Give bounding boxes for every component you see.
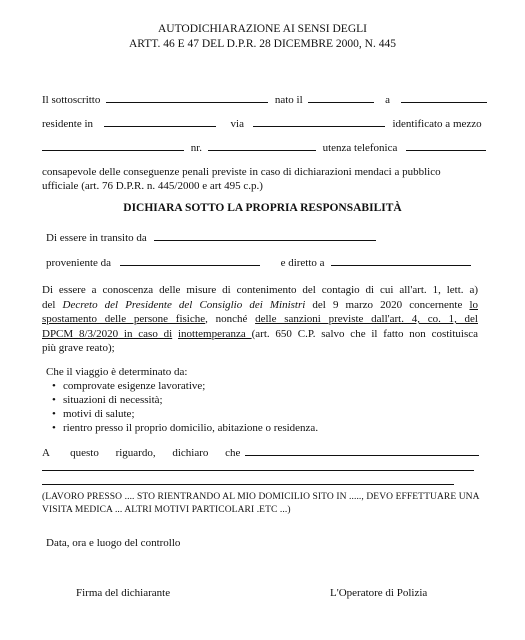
label-via: via bbox=[230, 118, 244, 130]
label-proveniente: proveniente da bbox=[46, 257, 112, 269]
data-ora-luogo: Data, ora e luogo del controllo bbox=[46, 537, 181, 549]
row-residente bbox=[42, 117, 482, 131]
viaggio-item-lavoro[interactable]: • comprovate esigenze lavorative; bbox=[52, 380, 206, 392]
field-transit-from[interactable] bbox=[154, 231, 376, 241]
field-document-type[interactable] bbox=[42, 141, 184, 151]
label-identificato: identificato a mezzo bbox=[392, 118, 482, 130]
row-transito bbox=[46, 231, 376, 245]
title-line-2: ARTT. 46 E 47 DEL D.P.R. 28 DICEMBRE 2000, N. 445 bbox=[128, 38, 396, 50]
viaggio-intro: Che il viaggio è determinato da: bbox=[46, 366, 188, 378]
label-nato-il: nato il bbox=[274, 94, 303, 106]
field-name[interactable] bbox=[106, 93, 268, 103]
bullet-icon: • bbox=[52, 380, 56, 392]
viaggio-item-rientro[interactable]: • rientro presso il proprio domicilio, abitazione o residenza. bbox=[52, 422, 319, 434]
field-document-number[interactable] bbox=[208, 141, 316, 151]
row-documento bbox=[42, 141, 486, 155]
field-dichiarazione[interactable] bbox=[245, 446, 479, 456]
field-birth-date[interactable] bbox=[308, 93, 374, 103]
conoscenza-line-3: spostamento delle persone fisiche, nonché delle sanzioni previste dall'art. 4, co. 1, del bbox=[42, 313, 478, 325]
field-street[interactable] bbox=[253, 117, 385, 127]
label-utenza: utenza telefonica bbox=[322, 142, 398, 154]
esempi-line-1: (LAVORO PRESSO .... STO RIENTRANDO AL MIO DOMICILIO SITO IN ....., DEVO EFFETTUARE UNA bbox=[42, 492, 480, 502]
title-line-1: AUTODICHIARAZIONE AI SENSI DEGLI bbox=[157, 23, 367, 35]
bullet-icon: • bbox=[52, 408, 56, 420]
conoscenza-line-4: DPCM 8/3/2020 in caso di inottemperanza (art. 650 C.P. salvo che il fatto non costituisca bbox=[42, 328, 479, 340]
consapevole-line-1: consapevole delle conseguenze penali previste in caso di dichiarazioni mendaci a pubblico bbox=[42, 166, 441, 178]
row-riguardo: A questo riguardo, dichiaro che bbox=[42, 446, 479, 460]
label-diretto: e diretto a bbox=[280, 257, 325, 269]
conoscenza-line-5: più grave reato); bbox=[42, 342, 115, 354]
viaggio-item-salute[interactable]: • motivi di salute; bbox=[52, 408, 135, 420]
operatore-polizia: L'Operatore di Polizia bbox=[330, 587, 428, 599]
row-proveniente bbox=[46, 256, 471, 270]
label-transito: Di essere in transito da bbox=[46, 232, 147, 244]
bullet-icon: • bbox=[52, 422, 56, 434]
conoscenza-line-1: Di essere a conoscenza delle misure di contenimento del contagio di cui all'art. 1, lett. a) bbox=[42, 284, 478, 296]
label-a: a bbox=[385, 94, 391, 106]
conoscenza-line-2: del Decreto del Presidente del Consiglio dei Ministri del 9 marzo 2020 concernente lo bbox=[42, 299, 478, 311]
label-sottoscritto: Il sottoscritto bbox=[42, 94, 101, 106]
dichiarazione-line-2[interactable] bbox=[42, 470, 474, 471]
field-origin[interactable] bbox=[120, 256, 260, 266]
bullet-icon: • bbox=[52, 394, 56, 406]
firma-dichiarante: Firma del dichiarante bbox=[76, 587, 171, 599]
viaggio-item-necessita[interactable]: • situazioni di necessità; bbox=[52, 394, 163, 406]
dichiarazione-line-3[interactable] bbox=[42, 484, 454, 485]
esempi-line-2: VISITA MEDICA ... ALTRI MOTIVI PARTICOLARI .ETC ...) bbox=[42, 505, 291, 515]
row-sottoscritto bbox=[42, 93, 487, 107]
field-phone[interactable] bbox=[406, 141, 486, 151]
field-birth-place[interactable] bbox=[401, 93, 487, 103]
label-nr: nr. bbox=[190, 142, 203, 154]
label-residente: residente in bbox=[42, 118, 94, 130]
field-residence[interactable] bbox=[104, 117, 216, 127]
field-destination[interactable] bbox=[331, 256, 471, 266]
consapevole-line-2: ufficiale (art. 76 D.P.R. n. 445/2000 e art 495 c.p.) bbox=[42, 180, 263, 192]
dichiara-heading: DICHIARA SOTTO LA PROPRIA RESPONSABILITÀ bbox=[123, 202, 402, 214]
